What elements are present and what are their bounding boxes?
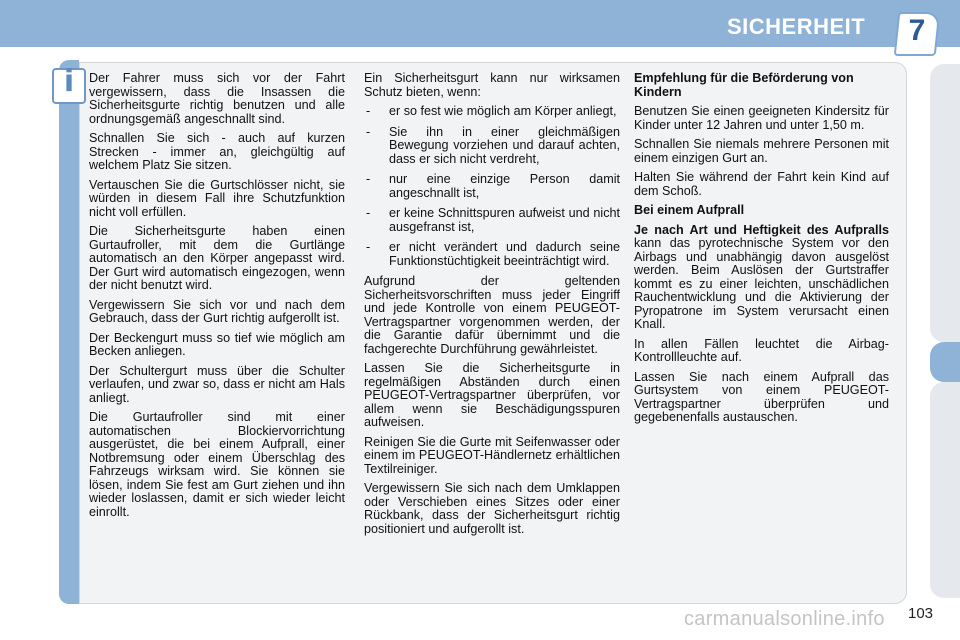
list-item-text: Sie ihn in einer gleichmäßigen Bewegung vorziehen und darauf achten, dass er sich nicht verdreht, xyxy=(389,124,620,166)
col3-paragraph: In allen Fällen leuchtet die Airbag-Kontrollleuchte auf. xyxy=(634,336,889,364)
list-item-text: er nicht verändert und dadurch seine Funktionstüchtigkeit beeinträchtigt wird. xyxy=(389,240,620,268)
side-tab-upper xyxy=(930,64,960,342)
section-heading-children: Empfehlung für die Beförderung von Kindern xyxy=(634,71,854,99)
side-tab-lower xyxy=(930,382,960,598)
list-item-text: er so fest wie möglich am Körper anliegt, xyxy=(389,104,617,118)
page-number: 103 xyxy=(908,605,934,622)
list-item xyxy=(364,173,620,200)
section-heading-impact: Bei einem Aufprall xyxy=(634,203,745,217)
chapter-number: 7 xyxy=(908,14,926,47)
col1-paragraph: Der Schultergurt muss über die Schulter verlaufen, und zwar so, dass er nicht am Hals anliegt. xyxy=(89,363,345,405)
col2-paragraph: Vergewissern Sie sich nach dem Umklappen oder Verschieben eines Sitzes oder einer Rückbank, dass der Sicherheitsgurt richtig positioniert und aufgerollt ist. xyxy=(364,481,620,536)
watermark: carmanualsonline.info xyxy=(684,608,885,630)
col1-paragraph: Die Sicherheitsgurte haben einen Gurtaufroller, mit dem die Gurtlänge automatisch an den Körper angepasst wird. Der Gurt wird automatisch eingezogen, wenn der nicht benutzt wird. xyxy=(89,224,345,292)
col3-paragraph: Lassen Sie nach einem Aufprall das Gurtsystem von einem PEUGEOT-Vertragspartner überprüfen und gegebenenfalls austauschen. xyxy=(634,369,889,424)
impact-lead-rest: kann das pyrotechnische System vor den Airbags und unabhängig davon ausgelöst werden. Beim Auslösen der Gurtstraffer kommt es zu einer leichten, unschädlichen Rauchentwicklung und die Aktivierung der Pyropatrone im System verursacht einen Knall. xyxy=(634,236,889,331)
dash-marker: - xyxy=(366,124,371,139)
column-1 xyxy=(89,72,345,525)
dash-marker: - xyxy=(366,206,371,220)
dash-marker: - xyxy=(366,172,371,186)
col1-paragraph: Vergewissern Sie sich vor und nach dem Gebrauch, dass der Gurt richtig aufgerollt ist. xyxy=(89,297,345,325)
list-item xyxy=(364,105,620,119)
list-item-text: er keine Schnittspuren aufweist und nicht ausgefranst ist, xyxy=(389,206,620,234)
col3-paragraph: Benutzen Sie einen geeigneten Kindersitz für Kinder unter 12 Jahren und unter 1,50 m. xyxy=(634,104,889,132)
column-2 xyxy=(364,72,620,542)
list-item xyxy=(364,126,620,167)
list-item-text: nur eine einzige Person damit angeschnallt ist, xyxy=(389,172,620,200)
info-sidebar xyxy=(59,60,79,604)
side-tab-active xyxy=(930,342,960,382)
col2-paragraph: Aufgrund der geltenden Sicherheitsvorschriften muss jeder Eingriff und jede Kontrolle von einem PEUGEOT-Vertragspartner vorgenommen werden, der die Garantie dafür übernimmt und die fachgerechte Durchführung gewährleistet. xyxy=(364,274,620,356)
list-item xyxy=(364,207,620,234)
col3-impact-paragraph xyxy=(634,224,889,332)
dash-marker: - xyxy=(366,104,371,118)
col1-paragraph: Vertauschen Sie die Gurtschlösser nicht, sie würden in diesem Fall ihre Schutzfunktion nicht voll erfüllen. xyxy=(89,177,345,219)
col2-intro: Ein Sicherheitsgurt kann nur wirksamen Schutz bieten, wenn: xyxy=(364,71,620,99)
dash-marker: - xyxy=(366,240,371,254)
col2-paragraph: Lassen Sie die Sicherheitsgurte in regelmäßigen Abständen durch einen PEUGEOT-Vertragspartner überprüfen, vor allem wenn sie Beschädigungsspuren aufweisen. xyxy=(364,361,620,429)
col1-paragraph: Der Fahrer muss sich vor der Fahrt vergewissern, dass die Insassen die Sicherheitsgurte richtig benutzen und alle ordnungsgemäß angeschnallt sind. xyxy=(89,71,345,126)
list-item xyxy=(364,241,620,268)
col2-paragraph: Reinigen Sie die Gurte mit Seifenwasser oder einem im PEUGEOT-Händlernetz erhältlichen Textilreiniger. xyxy=(364,434,620,476)
page-title: SICHERHEIT xyxy=(727,14,866,39)
col3-paragraph: Schnallen Sie niemals mehrere Personen mit einem einzigen Gurt an. xyxy=(634,137,889,165)
impact-lead-bold: Je nach Art und Heftigkeit des Aufpralls xyxy=(634,222,889,237)
col1-paragraph: Der Beckengurt muss so tief wie möglich am Becken anliegen. xyxy=(89,330,345,358)
column-3 xyxy=(634,72,889,431)
col1-paragraph: Die Gurtaufroller sind mit einer automatischen Blockiervorrichtung ausgerüstet, die bei einem Aufprall, einer Notbremsung oder einem Überschlag des Fahrzeugs wirksam wird. Sie können sie lösen, indem Sie fest am Gurt ziehen und ihn wieder loslassen, damit er sich wieder leicht einrollt. xyxy=(89,410,345,519)
col3-paragraph: Halten Sie während der Fahrt kein Kind auf dem Schoß. xyxy=(634,170,889,198)
col1-paragraph: Schnallen Sie sich - auch auf kurzen Strecken - immer an, gleichgültig auf welchem Platz Sie sitzen. xyxy=(89,131,345,172)
info-icon-glyph: i xyxy=(63,64,75,99)
seatbelt-conditions-list xyxy=(364,105,620,268)
